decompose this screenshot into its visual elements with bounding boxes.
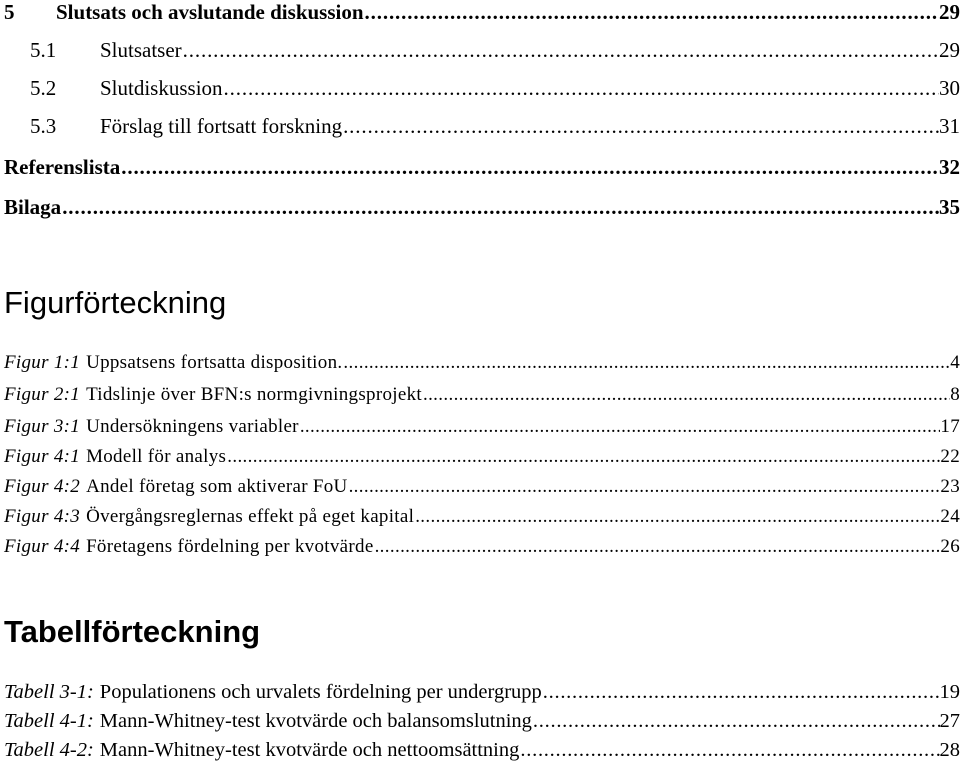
figure-entry-page: 24 (940, 506, 960, 527)
dot-leader (374, 536, 941, 558)
table-entry-page: 28 (939, 739, 960, 761)
table-entry[interactable] (0, 739, 960, 762)
dot-leader (182, 38, 939, 63)
figure-entry-page: 26 (940, 536, 960, 557)
toc-entry-5-3[interactable] (0, 114, 960, 139)
toc-entry-chapter-5[interactable] (0, 0, 960, 25)
figure-entry-page: 8 (950, 384, 960, 405)
dot-leader (342, 352, 950, 374)
toc-entry-title: Slutdiskussion (100, 76, 223, 100)
toc-entry-number: 5.3 (30, 114, 57, 138)
figure-entry-title: Modell för analys (86, 446, 227, 467)
table-entry-title: Mann-Whitney-test kvotvärde och nettoomsättning (99, 739, 520, 761)
dot-leader (364, 0, 939, 25)
figure-entry-prefix: Figur 4:4 (4, 536, 81, 557)
toc-entry-title: Slutsatser (100, 38, 182, 62)
figure-entry[interactable] (0, 384, 960, 406)
toc-entry-title: Bilaga (4, 195, 62, 219)
table-entry-prefix: Tabell 4-2: (4, 739, 94, 761)
figure-entry-prefix: Figur 2:1 (4, 384, 81, 405)
table-entry-prefix: Tabell 4-1: (4, 710, 94, 732)
toc-entry-page: 29 (939, 38, 960, 62)
toc-entry-number: 5.1 (30, 38, 57, 62)
dot-leader (120, 155, 939, 180)
figure-entry-title: Företagens fördelning per kvotvärde (86, 536, 374, 557)
table-entry[interactable] (0, 681, 960, 704)
figure-entry-title: Andel företag som aktiverar FoU (86, 476, 348, 497)
figure-entry-title: Tidslinje över BFN:s normgivningsprojekt (86, 384, 422, 405)
figure-entry-page: 22 (940, 446, 960, 467)
toc-entry-title: Förslag till fortsatt forskning (100, 114, 343, 138)
table-entry[interactable] (0, 710, 960, 733)
dot-leader (519, 739, 939, 762)
toc-entry-number: 5.2 (30, 76, 57, 100)
table-entry-title: Populationens och urvalets fördelning per undergrupp (99, 681, 542, 703)
toc-entry-5-1[interactable] (0, 38, 960, 63)
toc-entry-page: 29 (939, 0, 960, 24)
dot-leader (348, 476, 941, 498)
toc-entry-page: 32 (939, 155, 960, 179)
dot-leader (414, 506, 940, 528)
table-entry-prefix: Tabell 3-1: (4, 681, 94, 703)
dot-leader (542, 681, 940, 704)
figure-entry[interactable] (0, 446, 960, 468)
figure-entry-prefix: Figur 4:2 (4, 476, 81, 497)
toc-entry-bilaga[interactable] (0, 195, 960, 220)
figure-entry-title: Uppsatsens fortsatta disposition. (86, 352, 343, 373)
dot-leader (342, 114, 939, 139)
dot-leader (223, 76, 939, 101)
figure-entry[interactable] (0, 506, 960, 528)
dot-leader (61, 195, 939, 220)
figure-entry-page: 4 (950, 352, 960, 373)
tables-heading: Tabellförteckning (4, 614, 261, 649)
figure-entry-title: Övergångsreglernas effekt på eget kapital (86, 506, 415, 527)
toc-entry-5-2[interactable] (0, 76, 960, 101)
figure-entry-prefix: Figur 1:1 (4, 352, 81, 373)
figure-entry[interactable] (0, 536, 960, 558)
figure-entry[interactable] (0, 476, 960, 498)
toc-entry-page: 35 (939, 195, 960, 219)
toc-entry-referenslista[interactable] (0, 155, 960, 180)
toc-entry-page: 31 (939, 114, 960, 138)
dot-leader (299, 416, 941, 438)
toc-entry-title: Slutsats och avslutande diskussion (56, 0, 364, 24)
dot-leader (422, 384, 950, 406)
table-entry-page: 19 (939, 681, 960, 703)
figure-entry[interactable] (0, 352, 960, 374)
dot-leader (226, 446, 940, 468)
figure-entry-prefix: Figur 4:1 (4, 446, 81, 467)
figures-heading: Figurförteckning (4, 285, 227, 320)
table-entry-title: Mann-Whitney-test kvotvärde och balansomslutning (99, 710, 532, 732)
toc-entry-title: Referenslista (4, 155, 121, 179)
figure-entry-prefix: Figur 4:3 (4, 506, 81, 527)
figure-entry[interactable] (0, 416, 960, 438)
figure-entry-page: 17 (940, 416, 960, 437)
figure-entry-title: Undersökningens variabler (86, 416, 299, 437)
figure-entry-page: 23 (940, 476, 960, 497)
table-entry-page: 27 (939, 710, 960, 732)
dot-leader (532, 710, 940, 733)
toc-entry-page: 30 (939, 76, 960, 100)
toc-entry-number: 5 (4, 0, 15, 24)
figure-entry-prefix: Figur 3:1 (4, 416, 81, 437)
